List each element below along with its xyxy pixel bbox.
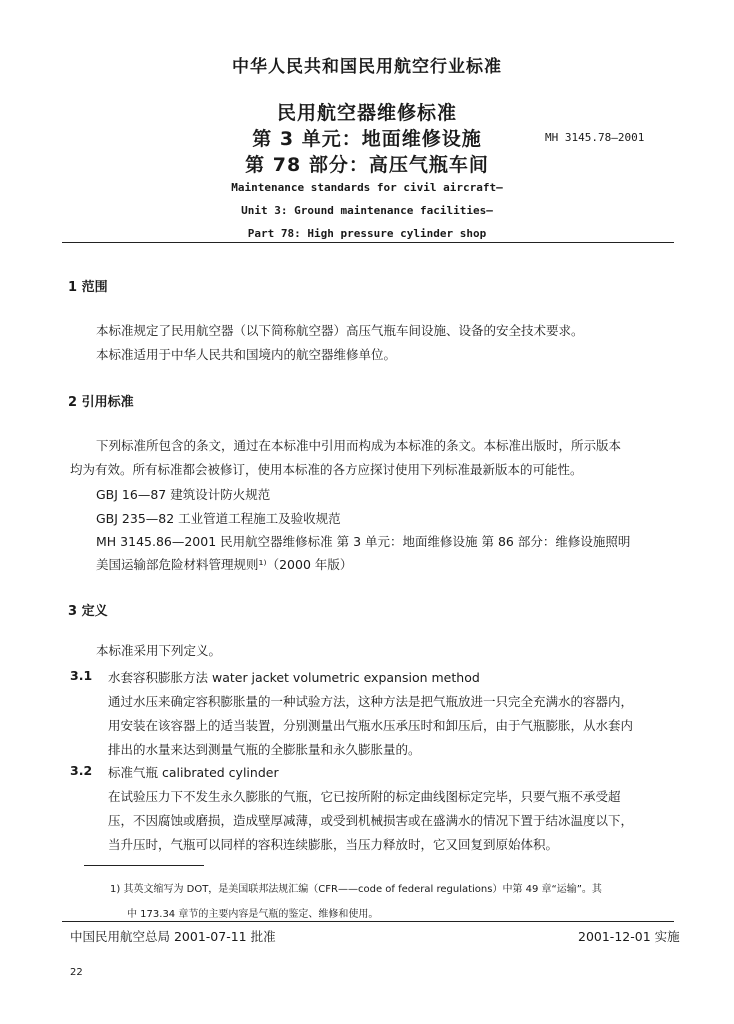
section-1-para-2: 本标准适用于中华人民共和国境内的航空器维修单位。 <box>96 347 397 362</box>
standard-code: MH 3145.78—2001 <box>545 131 645 144</box>
definition-3-1-line-3: 排出的水量来达到测量气瓶的全膨胀量和永久膨胀量的。 <box>108 742 421 757</box>
definition-3-2-title: 标准气瓶 calibrated cylinder <box>108 765 279 780</box>
section-1-heading: 1 范围 <box>68 280 108 295</box>
english-title-2: Unit 3: Ground maintenance facilities— <box>241 204 493 217</box>
reference-item: GBJ 235—82 工业管道工程施工及验收规范 <box>96 511 341 526</box>
definition-3-1-title: 水套容积膨胀方法 water jacket volumetric expansion method <box>108 670 480 685</box>
definition-3-1-line-1: 通过水压来确定容积膨胀量的一种试验方法，这种方法是把气瓶放进一只完全充满水的容器内， <box>108 694 634 709</box>
footnote-divider <box>84 865 204 866</box>
reference-item: MH 3145.86—2001 民用航空器维修标准 第 3 单元：地面维修设施 第 86 部分：维修设施照明 <box>96 534 631 549</box>
footnote-line-2: 中 173.34 章节的主要内容是气瓶的鉴定、维修和使用。 <box>127 909 379 920</box>
page-number: 22 <box>70 967 83 978</box>
section-2-heading: 2 引用标准 <box>68 395 134 410</box>
english-title-3: Part 78: High pressure cylinder shop <box>247 227 487 240</box>
standard-header: 中华人民共和国民用航空行业标准 <box>232 57 502 77</box>
section-2-para-line-2: 均为有效。所有标准都会被修订，使用本标准的各方应探讨使用下列标准最新版本的可能性。 <box>70 462 583 477</box>
title-line-1: 民用航空器维修标准 <box>276 102 457 124</box>
definition-3-1-line-2: 用安装在该容器上的适当装置，分别测量出气瓶水压承压时和卸压后，由于气瓶膨胀，从水套内 <box>108 718 634 733</box>
definition-3-2-line-3: 当升压时，气瓶可以同样的容积连续膨胀，当压力释放时，它又回复到原始体积。 <box>108 837 559 852</box>
definition-3-2-number: 3.2 <box>70 763 93 778</box>
english-title-1: Maintenance standards for civil aircraft— <box>231 181 503 194</box>
title-divider <box>62 242 674 243</box>
footer-divider <box>62 921 674 922</box>
section-3-heading: 3 定义 <box>68 604 108 619</box>
definition-3-1-number: 3.1 <box>70 668 93 683</box>
section-2-para-line-1: 下列标准所包含的条文，通过在本标准中引用而构成为本标准的条文。本标准出版时，所示版本 <box>96 438 622 453</box>
effective-date: 2001-12-01 实施 <box>578 929 680 944</box>
title-line-2: 第 3 单元：地面维修设施 <box>252 128 482 150</box>
title-line-3: 第 78 部分：高压气瓶车间 <box>245 154 489 176</box>
reference-item: 美国运输部危险材料管理规则¹⁾（2000 年版） <box>96 557 353 572</box>
definition-3-2-line-2: 压，不因腐蚀或磨损，造成壁厚减薄，或受到机械损害或在盛满水的情况下置于结冰温度以下， <box>108 813 634 828</box>
section-1-para-1: 本标准规定了民用航空器（以下简称航空器）高压气瓶车间设施、设备的安全技术要求。 <box>96 323 584 338</box>
definition-3-2-line-1: 在试验压力下不发生永久膨胀的气瓶，它已按所附的标定曲线图标定完毕，只要气瓶不承受超 <box>108 789 621 804</box>
footnote-line-1: 1) 其英文缩写为 DOT，是美国联邦法规汇编（CFR——code of federal regulations）中第 49 章“运输”。其 <box>110 884 602 895</box>
section-3-intro: 本标准采用下列定义。 <box>96 643 222 658</box>
reference-item: GBJ 16—87 建筑设计防火规范 <box>96 487 271 502</box>
approval-date: 中国民用航空总局 2001-07-11 批准 <box>70 929 276 944</box>
